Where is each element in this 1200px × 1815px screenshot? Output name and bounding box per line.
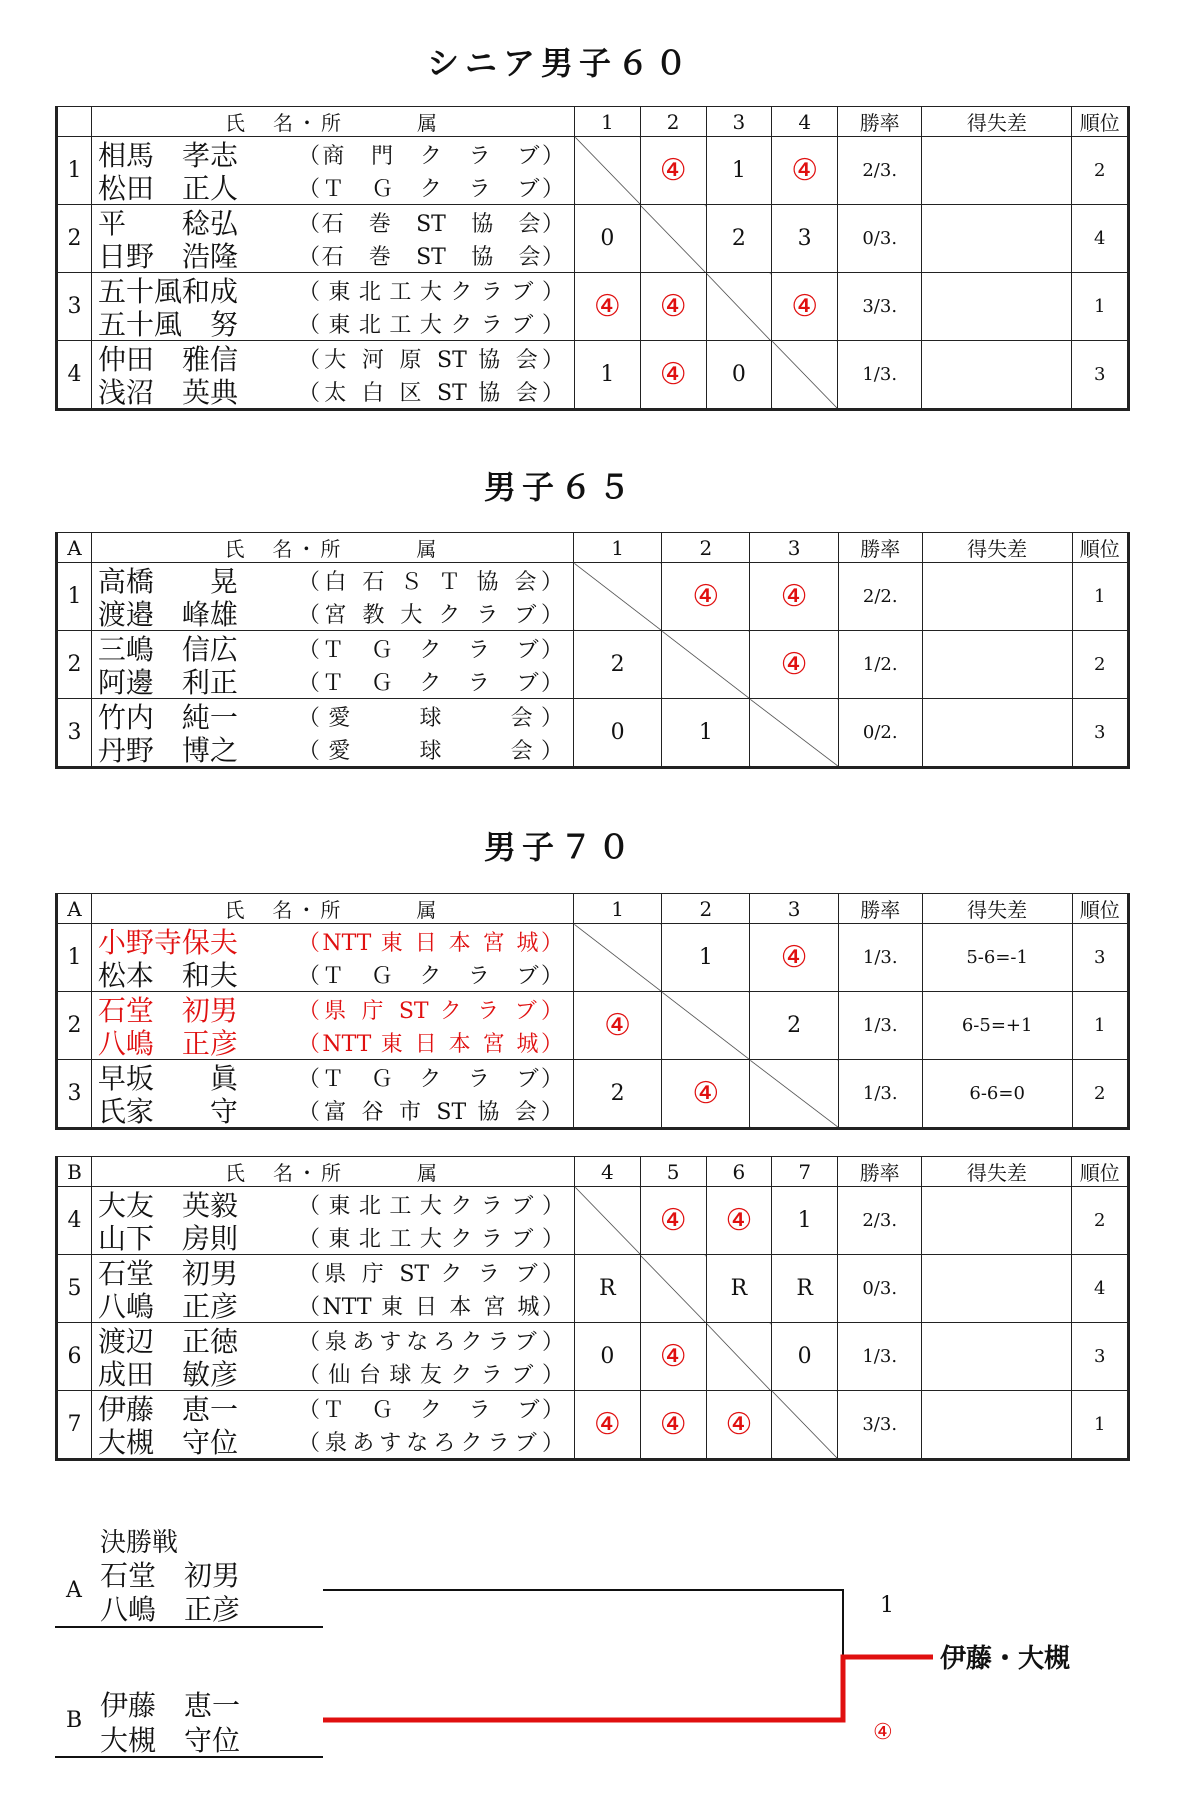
rank: 1 xyxy=(1072,273,1129,341)
result-cell: 1 xyxy=(772,1187,838,1255)
player-name: 浅沼 英典 xyxy=(97,376,238,409)
row-number: 4 xyxy=(57,1187,92,1255)
header-opponent-2: 2 xyxy=(662,894,750,924)
title-men-70: 男子７０ xyxy=(483,828,636,866)
header-rank: 順位 xyxy=(1072,107,1129,137)
player-affiliation: （県 庁 ST ク ラ ブ） xyxy=(297,1261,564,1287)
player-affiliation: （愛 球 会） xyxy=(297,738,564,764)
player-name: 早坂 眞 xyxy=(97,1062,238,1095)
player-name: 丹野 博之 xyxy=(97,734,238,767)
bracket-a-line xyxy=(323,1590,843,1657)
result-cell: 1 xyxy=(662,924,750,992)
header-corner: A xyxy=(57,533,92,563)
player-name: 相馬 孝志 xyxy=(97,139,238,172)
rank: 3 xyxy=(1072,924,1128,992)
row-number: 3 xyxy=(57,1060,92,1129)
header-name-affiliation: 氏 名・所 属 xyxy=(91,533,573,563)
result-cell: 2 xyxy=(750,992,838,1060)
player-affiliation: （東北工大クラブ） xyxy=(297,1193,564,1219)
result-cell: ④ xyxy=(772,137,838,205)
header-opponent-1: 1 xyxy=(575,107,641,137)
row-number: 7 xyxy=(57,1391,92,1460)
result-cell: ④ xyxy=(640,273,706,341)
player-affiliation: （石 巻 ST 協 会） xyxy=(297,211,564,237)
point-diff: 6-5=+1 xyxy=(922,992,1072,1060)
header-opponent-1: 1 xyxy=(574,894,662,924)
player-affiliation: （宮 教 大 ク ラ ブ） xyxy=(297,602,564,628)
win-rate: 1/3. xyxy=(838,1323,922,1391)
win-rate: 1/3. xyxy=(838,924,922,992)
result-cell: ④ xyxy=(772,273,838,341)
result-cell: ④ xyxy=(750,631,838,699)
win-rate: 3/3. xyxy=(838,273,922,341)
rank: 4 xyxy=(1072,205,1129,273)
player-affiliation: （石 巻 ST 協 会） xyxy=(297,244,564,270)
result-cell: 1 xyxy=(662,699,750,768)
player-affiliation: （Ｔ Ｇ ク ラ ブ） xyxy=(297,963,564,989)
final-a-player-1: 石堂 初男 xyxy=(100,1559,241,1592)
point-diff: 5-6=-1 xyxy=(922,924,1072,992)
result-cell: 0 xyxy=(706,341,772,410)
header-point-diff: 得失差 xyxy=(922,107,1072,137)
win-rate: 2/3. xyxy=(838,1187,922,1255)
player-affiliation: （NTT 東 日 本 宮 城） xyxy=(297,1031,564,1057)
row-number: 2 xyxy=(57,992,92,1060)
header-name-affiliation: 氏 名・所 属 xyxy=(91,894,573,924)
win-rate: 1/3. xyxy=(838,341,922,410)
player-name: 阿邊 利正 xyxy=(97,666,238,699)
player-name: 日野 浩隆 xyxy=(97,240,238,273)
final-group-b-label: B xyxy=(66,1708,83,1733)
header-opponent-4: 4 xyxy=(575,1157,641,1187)
player-affiliation: （Ｔ Ｇ ク ラ ブ） xyxy=(297,176,564,202)
result-cell: ④ xyxy=(662,563,750,631)
result-cell: ④ xyxy=(662,1060,750,1129)
player-affiliation: （商 門 ク ラ ブ） xyxy=(297,143,564,169)
row-number: 1 xyxy=(57,924,92,992)
player-name: 仲田 雅信 xyxy=(97,343,238,376)
player-affiliation: （Ｔ Ｇ ク ラ ブ） xyxy=(297,637,564,663)
player-name: 松本 和夫 xyxy=(97,959,238,992)
header-rank: 順位 xyxy=(1072,533,1128,563)
result-cell: R xyxy=(575,1255,641,1323)
header-opponent-1: 1 xyxy=(574,533,662,563)
player-affiliation: （東北工大クラブ） xyxy=(297,1226,564,1252)
player-name: 八嶋 正彦 xyxy=(97,1290,238,1323)
header-win-rate: 勝率 xyxy=(838,533,922,563)
result-cell: ④ xyxy=(750,563,838,631)
rank: 2 xyxy=(1072,1060,1128,1129)
result-cell: ④ xyxy=(640,341,706,410)
player-name: 八嶋 正彦 xyxy=(97,1027,238,1060)
row-number: 1 xyxy=(57,563,92,631)
player-affiliation: （NTT 東 日 本 宮 城） xyxy=(297,1294,564,1320)
player-affiliation: （泉あすなろクラブ） xyxy=(297,1329,564,1355)
final-score-b: ④ xyxy=(873,1720,893,1745)
final-b-player-2: 大槻 守位 xyxy=(100,1724,241,1757)
header-win-rate: 勝率 xyxy=(838,894,922,924)
player-name: 平 稔弘 xyxy=(97,207,238,240)
rank: 2 xyxy=(1072,631,1128,699)
win-rate: 2/2. xyxy=(838,563,922,631)
result-cell: 3 xyxy=(772,205,838,273)
player-affiliation: （東北工大クラブ） xyxy=(297,279,564,305)
player-affiliation: （Ｔ Ｇ ク ラ ブ） xyxy=(297,1066,564,1092)
player-affiliation: （大 河 原 ST 協 会） xyxy=(297,347,564,373)
player-name: 松田 正人 xyxy=(97,172,238,205)
result-cell: ④ xyxy=(750,924,838,992)
header-name-affiliation: 氏 名・所 属 xyxy=(91,1157,574,1187)
player-name: 三嶋 信広 xyxy=(97,633,238,666)
player-name: 大友 英毅 xyxy=(97,1189,238,1222)
header-corner: A xyxy=(57,894,92,924)
rank: 1 xyxy=(1072,992,1128,1060)
player-name: 成田 敏彦 xyxy=(97,1358,238,1391)
rank: 2 xyxy=(1072,1187,1129,1255)
player-name: 渡邉 峰雄 xyxy=(97,598,238,631)
player-name: 大槻 守位 xyxy=(97,1426,238,1459)
win-rate: 1/2. xyxy=(838,631,922,699)
player-affiliation: （Ｔ Ｇ ク ラ ブ） xyxy=(297,670,564,696)
result-cell: R xyxy=(706,1255,772,1323)
final-winner: 伊藤・大槻 xyxy=(940,1644,1071,1674)
final-score-a: 1 xyxy=(880,1593,894,1618)
result-cell: ④ xyxy=(575,273,641,341)
title-senior-60: シニア男子６０ xyxy=(426,44,693,82)
win-rate: 3/3. xyxy=(838,1391,922,1460)
header-corner: B xyxy=(57,1157,92,1187)
player-affiliation: （泉あすなろクラブ） xyxy=(297,1430,564,1456)
final-b-player-1: 伊藤 恵一 xyxy=(100,1689,241,1722)
result-cell: 2 xyxy=(574,631,662,699)
header-opponent-3: 3 xyxy=(750,894,838,924)
result-cell: ④ xyxy=(640,1187,706,1255)
player-name: 小野寺保夫 xyxy=(97,926,238,959)
header-opponent-6: 6 xyxy=(706,1157,772,1187)
header-opponent-2: 2 xyxy=(662,533,750,563)
result-cell: ④ xyxy=(706,1391,772,1460)
header-name-affiliation: 氏 名・所 属 xyxy=(91,107,574,137)
player-affiliation: （東北工大クラブ） xyxy=(297,312,564,338)
player-affiliation: （白 石 Ｓ Ｔ 協 会） xyxy=(297,569,564,595)
row-number: 2 xyxy=(57,205,92,273)
header-opponent-4: 4 xyxy=(772,107,838,137)
result-cell: ④ xyxy=(574,992,662,1060)
header-opponent-3: 3 xyxy=(750,533,838,563)
player-name: 山下 房則 xyxy=(97,1222,238,1255)
player-name: 竹内 純一 xyxy=(97,701,238,734)
header-opponent-3: 3 xyxy=(706,107,772,137)
rank: 3 xyxy=(1072,1323,1129,1391)
player-affiliation: （太 白 区 ST 協 会） xyxy=(297,380,564,406)
player-affiliation: （愛 球 会） xyxy=(297,705,564,731)
final-a-player-2: 八嶋 正彦 xyxy=(100,1593,241,1626)
player-name: 伊藤 恵一 xyxy=(97,1393,238,1426)
header-win-rate: 勝率 xyxy=(838,1157,922,1187)
rank: 1 xyxy=(1072,1391,1129,1460)
win-rate: 0/3. xyxy=(838,1255,922,1323)
player-name: 氏家 守 xyxy=(97,1095,238,1128)
player-affiliation: （NTT 東 日 本 宮 城） xyxy=(297,930,564,956)
result-cell: 2 xyxy=(574,1060,662,1129)
final-group-a-label: A xyxy=(66,1578,82,1603)
result-cell: ④ xyxy=(640,1323,706,1391)
result-cell: ④ xyxy=(706,1187,772,1255)
result-cell: 0 xyxy=(575,205,641,273)
row-number: 5 xyxy=(57,1255,92,1323)
player-affiliation: （仙台球友クラブ） xyxy=(297,1362,564,1388)
win-rate: 2/3. xyxy=(838,137,922,205)
row-number: 6 xyxy=(57,1323,92,1391)
row-number: 3 xyxy=(57,699,92,768)
player-affiliation: （県 庁 ST ク ラ ブ） xyxy=(297,998,564,1024)
header-win-rate: 勝率 xyxy=(838,107,922,137)
result-cell: 1 xyxy=(575,341,641,410)
header-opponent-7: 7 xyxy=(772,1157,838,1187)
header-point-diff: 得失差 xyxy=(922,894,1072,924)
player-name: 高橋 晃 xyxy=(97,565,238,598)
header-point-diff: 得失差 xyxy=(922,1157,1072,1187)
header-opponent-5: 5 xyxy=(640,1157,706,1187)
rank: 3 xyxy=(1072,699,1128,768)
title-men-65: 男子６５ xyxy=(483,468,636,506)
win-rate: 0/3. xyxy=(838,205,922,273)
result-cell: R xyxy=(772,1255,838,1323)
player-affiliation: （Ｔ Ｇ ク ラ ブ） xyxy=(297,1397,564,1423)
result-cell: 0 xyxy=(772,1323,838,1391)
result-cell: 0 xyxy=(574,699,662,768)
result-cell: ④ xyxy=(575,1391,641,1460)
final-heading: 決勝戦 xyxy=(100,1528,179,1558)
result-cell: ④ xyxy=(640,137,706,205)
header-opponent-2: 2 xyxy=(640,107,706,137)
rank: 1 xyxy=(1072,563,1128,631)
result-cell: 1 xyxy=(706,137,772,205)
header-rank: 順位 xyxy=(1072,1157,1129,1187)
player-name: 石堂 初男 xyxy=(97,994,238,1027)
row-number: 4 xyxy=(57,341,92,410)
rank: 3 xyxy=(1072,341,1129,410)
player-name: 石堂 初男 xyxy=(97,1257,238,1290)
player-name: 五十風和成 xyxy=(97,275,238,308)
player-affiliation: （富 谷 市 ST 協 会） xyxy=(297,1099,564,1125)
header-rank: 順位 xyxy=(1072,894,1128,924)
win-rate: 1/3. xyxy=(838,1060,922,1129)
bracket-b-line xyxy=(323,1657,933,1720)
result-cell: 0 xyxy=(575,1323,641,1391)
row-number: 2 xyxy=(57,631,92,699)
win-rate: 1/3. xyxy=(838,992,922,1060)
win-rate: 0/2. xyxy=(838,699,922,768)
row-number: 3 xyxy=(57,273,92,341)
rank: 2 xyxy=(1072,137,1129,205)
result-cell: ④ xyxy=(640,1391,706,1460)
header-point-diff: 得失差 xyxy=(922,533,1072,563)
point-diff: 6-6=0 xyxy=(922,1060,1072,1129)
player-name: 渡辺 正徳 xyxy=(97,1325,238,1358)
player-name: 五十風 努 xyxy=(97,308,238,341)
result-cell: 2 xyxy=(706,205,772,273)
row-number: 1 xyxy=(57,137,92,205)
rank: 4 xyxy=(1072,1255,1129,1323)
